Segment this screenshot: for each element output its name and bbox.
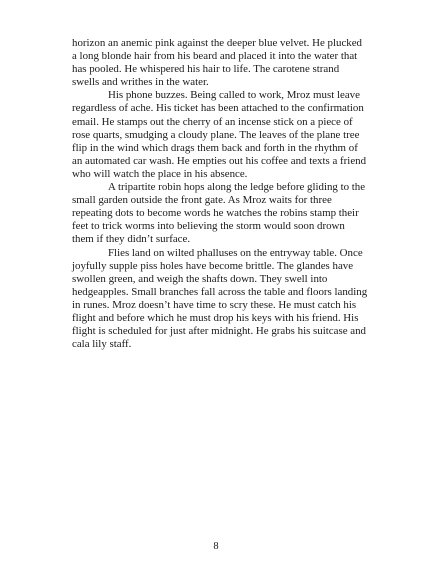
- paragraph: A tripartite robin hops along the ledge before gliding to the small garden outside the front gate. As Mroz waits for three repeating dots to become words he watches the robins stamp their feet to trick worms into believing the storm would soon drown them if they didn’t surface.: [72, 181, 366, 246]
- body-text: [72, 37, 368, 351]
- paragraph: His phone buzzes. Being called to work, Mroz must leave regardless of ache. His ticket has been attached to the confirmation email. He stamps out the cherry of an incense stick on a piece of rose quarts, smudging a cloudy plane. The leaves of the plane tree flip in the wind which drags them back and forth in the rhythm of an automated car wash. He empties out his coffee and texts a friend who will watch the place in his absence.: [72, 89, 367, 180]
- paragraph-continued: horizon an anemic pink against the deeper blue velvet. He plucked a long blonde hair from his beard and placed it into the water that has pooled. He whispered his hair to life. The carotene strand swells and writhes in the water.: [72, 37, 363, 89]
- page-number: 8: [213, 541, 219, 552]
- paragraph: Flies land on wilted phalluses on the entryway table. Once joyfully supple piss holes have become brittle. The glandes have swollen green, and weigh the shafts down. They swell into hedgeapples. Small branches fall across the table and floors landing in runes. Mroz doesn’t have time to scry these. He must catch his flight and before which he must drop his keys with his friend. His flight is scheduled for just after midnight. He grabs his suitcase and cala lily staff.: [72, 246, 368, 351]
